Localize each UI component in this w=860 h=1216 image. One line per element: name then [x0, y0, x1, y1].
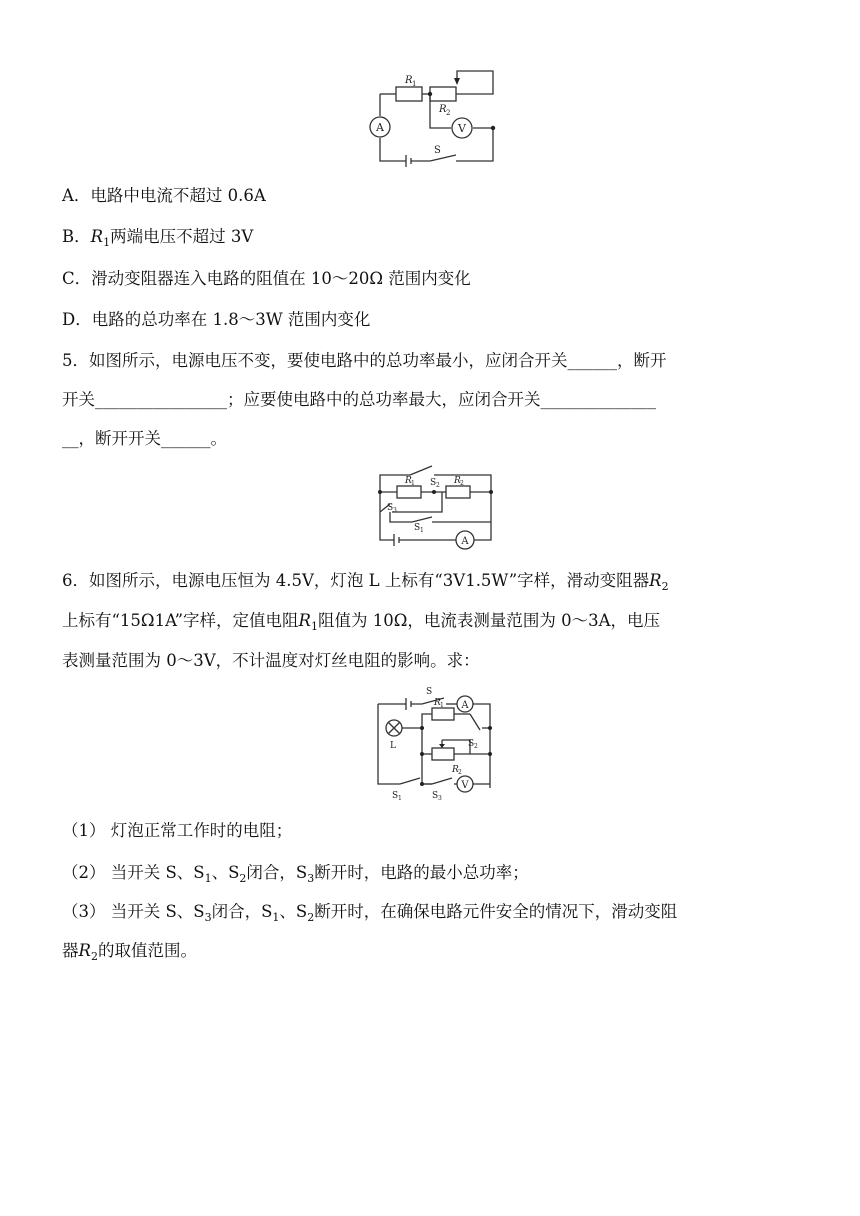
svg-text:R: R: [452, 765, 459, 775]
option-c: C．滑动变阻器连入电路的阻值在 10～20Ω 范围内变化: [62, 269, 471, 288]
resistor-r1: [396, 87, 422, 101]
resistor-r1: [397, 486, 421, 498]
svg-text:A: A: [376, 121, 384, 134]
svg-text:R: R: [454, 476, 461, 486]
svg-text:1: 1: [411, 480, 415, 487]
q6-line-2: 上标有“15Ω1A”字样，定值电阻$R_1$阻值为 10Ω，电流表测量范围为 0～3A，电压: [62, 611, 661, 633]
svg-text:1: 1: [420, 527, 424, 534]
svg-text:L: L: [390, 741, 396, 751]
svg-text:2: 2: [436, 482, 440, 489]
svg-text:V: V: [461, 780, 469, 791]
q5-line-2: 开关________________；应要使电路中的总功率最大，应闭合开关______________: [62, 390, 656, 409]
svg-text:A: A: [461, 700, 469, 711]
svg-text:1: 1: [412, 80, 417, 88]
svg-text:S: S: [392, 791, 399, 801]
svg-text:S: S: [430, 478, 437, 488]
q6-line-1: 6．如图所示，电源电压恒为 4.5V，灯泡 L 上标有“3V1.5W”字样，滑动变阻器$R_2$: [62, 571, 669, 593]
svg-text:2: 2: [446, 109, 451, 117]
svg-text:S: S: [426, 687, 433, 697]
svg-text:R: R: [439, 104, 447, 115]
svg-text:1: 1: [398, 795, 402, 802]
q5-line-1: 5．如图所示，电源电压不变，要使电路中的总功率最小，应闭合开关______，断开: [62, 351, 667, 370]
sub-question-1: （1） 灯泡正常工作时的电阻；: [62, 821, 293, 840]
svg-text:S: S: [468, 739, 475, 749]
svg-text:S: S: [387, 503, 394, 513]
sub-question-3: （3） 当开关 S、$S_3$闭合，$S_1$、$S_2$断开时，在确保电路元件安全的情况下，滑动变阻: [62, 902, 678, 924]
resistor-r1: [432, 708, 454, 720]
option-b: B．$R_1$两端电压不超过 3V: [62, 227, 254, 249]
svg-text:V: V: [458, 122, 466, 135]
svg-text:1: 1: [440, 702, 444, 709]
resistor-r2: [430, 87, 456, 101]
svg-text:S: S: [432, 791, 439, 801]
option-d: D．电路的总功率在 1.8～3W 范围内变化: [62, 310, 371, 329]
circuit-diagram-3: [372, 684, 498, 806]
circuit-diagram-2: [370, 462, 500, 552]
svg-text:3: 3: [393, 507, 397, 514]
svg-text:S: S: [434, 145, 441, 156]
svg-text:R: R: [405, 75, 413, 86]
circuit-diagram-1: [360, 66, 510, 172]
sub-question-3-cont: 器$R_2$的取值范围。: [62, 941, 197, 963]
svg-text:S: S: [414, 523, 421, 533]
resistor-r2: [446, 486, 470, 498]
option-a: A．电路中电流不超过 0.6A: [62, 186, 266, 205]
svg-text:3: 3: [438, 795, 442, 802]
svg-text:R: R: [434, 698, 441, 708]
svg-text:2: 2: [460, 480, 464, 487]
svg-text:2: 2: [474, 743, 478, 750]
resistor-r2: [432, 748, 454, 760]
sub-question-2: （2） 当开关 S、$S_1$、$S_2$闭合，$S_3$断开时，电路的最小总功率；: [62, 863, 529, 885]
q5-line-3: __，断开开关______。: [62, 429, 227, 448]
svg-text:2: 2: [458, 769, 462, 776]
q6-line-3: 表测量范围为 0～3V，不计温度对灯丝电阻的影响。求：: [62, 651, 480, 670]
svg-text:A: A: [461, 536, 469, 547]
svg-text:R: R: [405, 476, 412, 486]
